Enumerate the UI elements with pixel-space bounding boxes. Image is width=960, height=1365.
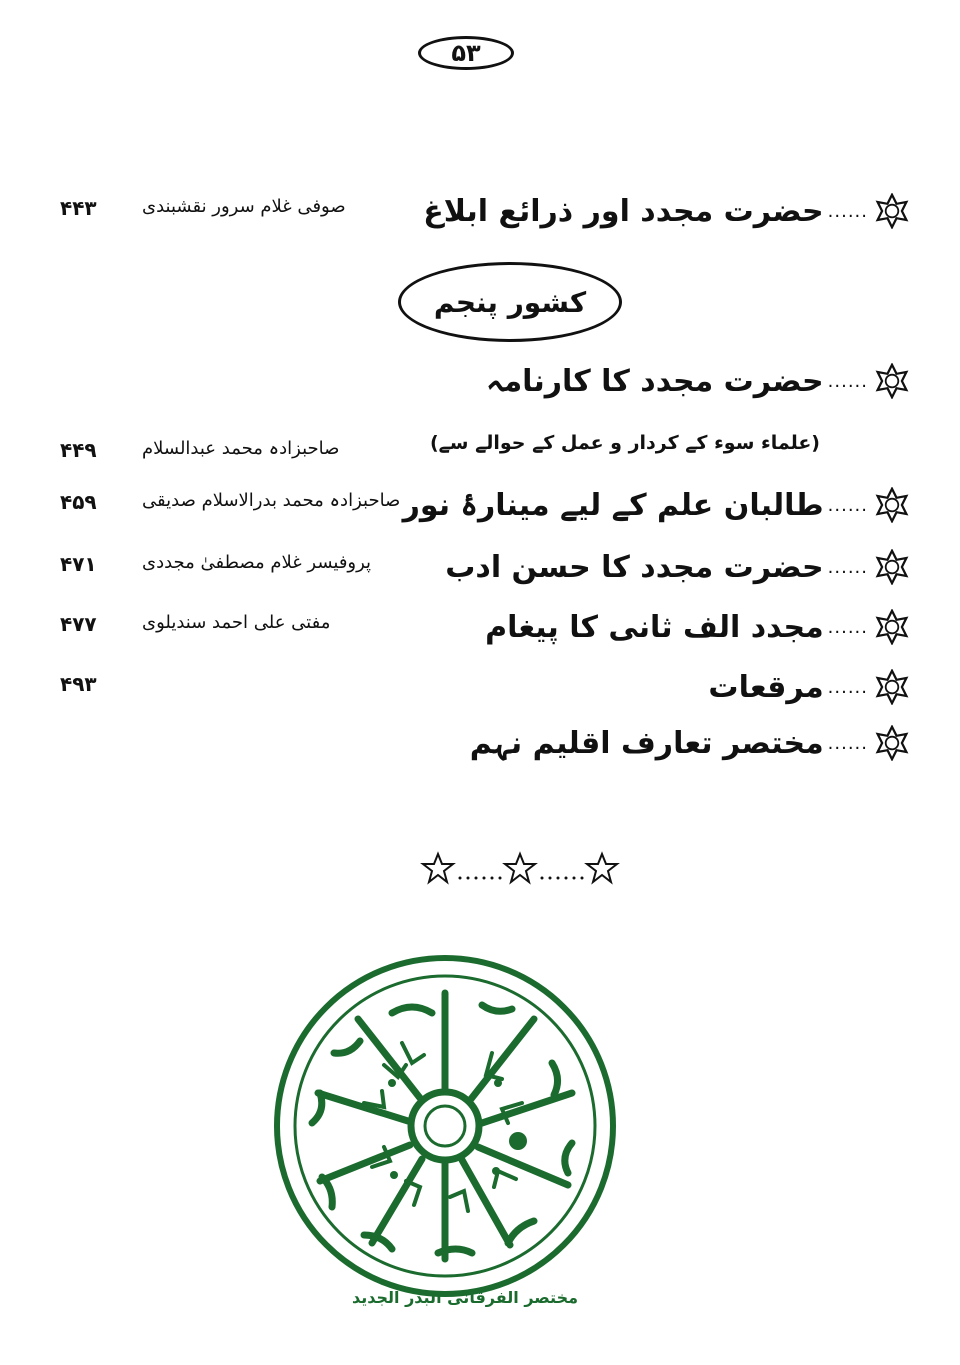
- toc-entry-title-group: [485, 602, 910, 652]
- leader-dots: ......: [827, 676, 868, 698]
- toc-entry-title: مختصر تعارف اقلیم نہم: [469, 725, 824, 761]
- toc-entry-author: صوفی غلام سرور نقشبندی: [142, 196, 346, 217]
- toc-entry-page: ۴۷۷: [60, 612, 97, 636]
- octagram-bullet-icon: [874, 669, 910, 705]
- toc-entry-title-group: [423, 186, 910, 236]
- toc-entry-title-group: [708, 662, 910, 712]
- toc-entry-title-group: [403, 480, 910, 530]
- toc-entry-title-group: [470, 718, 910, 768]
- leader-dots: ......: [827, 556, 868, 578]
- octagram-bullet-icon: [874, 725, 910, 761]
- calligraphic-seal-icon: [272, 953, 618, 1299]
- toc-entry-title: طالبان علم کے لیے مینارۂ نور: [402, 487, 824, 523]
- toc-entry-author: پروفیسر غلام مصطفیٰ مجددی: [142, 552, 372, 573]
- toc-entry-page: ۴۵۹: [60, 490, 97, 514]
- toc-entry[interactable]: [60, 662, 910, 712]
- toc-entry-author: صاحبزادہ محمد عبدالسلام: [142, 438, 340, 459]
- leader-dots: ......: [827, 494, 868, 516]
- page-number-text: ۵۳: [451, 39, 481, 67]
- toc-entry[interactable]: [60, 428, 910, 478]
- toc-entry-title: مجدد الف ثانی کا پیغام: [485, 609, 824, 645]
- seal-caption: مختصر الفرقانی البدر الجدید: [351, 1288, 579, 1307]
- toc-entry[interactable]: [60, 602, 910, 652]
- octagram-bullet-icon: [874, 609, 910, 645]
- page-number: [418, 36, 514, 70]
- octagram-bullet-icon: [874, 487, 910, 523]
- section-heading-text: کشور پنجم: [433, 285, 587, 319]
- leader-dots: ......: [827, 200, 868, 222]
- toc-entry-title: حضرت مجدد کا کارنامہ: [486, 363, 824, 399]
- toc-entry-author: مفتی علی احمد سندیلوی: [142, 612, 331, 633]
- octagram-bullet-icon: [874, 549, 910, 585]
- toc-entry-page: ۴۹۳: [60, 672, 97, 696]
- toc-entry[interactable]: [60, 542, 910, 592]
- toc-entry-title-group: [445, 542, 910, 592]
- toc-entry[interactable]: [60, 718, 910, 768]
- toc-entry-title: حضرت مجدد کا حسن ادب: [445, 549, 824, 585]
- toc-entry-subtitle: (علماء سوء کے کردار و عمل کے حوالے سے): [429, 432, 820, 454]
- toc-entry[interactable]: [60, 480, 910, 530]
- toc-entry-title: مرقعات: [708, 669, 824, 705]
- toc-entry-page: ۴۴۳: [60, 196, 97, 220]
- leader-dots: ......: [827, 370, 868, 392]
- toc-entry[interactable]: [60, 356, 910, 406]
- toc-entry-page: ۴۴۹: [60, 438, 97, 462]
- toc-entry-author: صاحبزادہ محمد بدرالاسلام صدیقی: [142, 490, 401, 511]
- star-separator-icon: [420, 850, 620, 888]
- octagram-bullet-icon: [874, 363, 910, 399]
- leader-dots: ......: [827, 732, 868, 754]
- section-heading: [398, 262, 622, 342]
- toc-entry-title-group: [486, 356, 910, 406]
- toc-entry-page: ۴۷۱: [60, 552, 97, 576]
- toc-entry-title: حضرت مجدد اور ذرائع ابلاغ: [423, 193, 824, 229]
- leader-dots: ......: [827, 616, 868, 638]
- toc-entry[interactable]: [60, 186, 910, 236]
- octagram-bullet-icon: [874, 193, 910, 229]
